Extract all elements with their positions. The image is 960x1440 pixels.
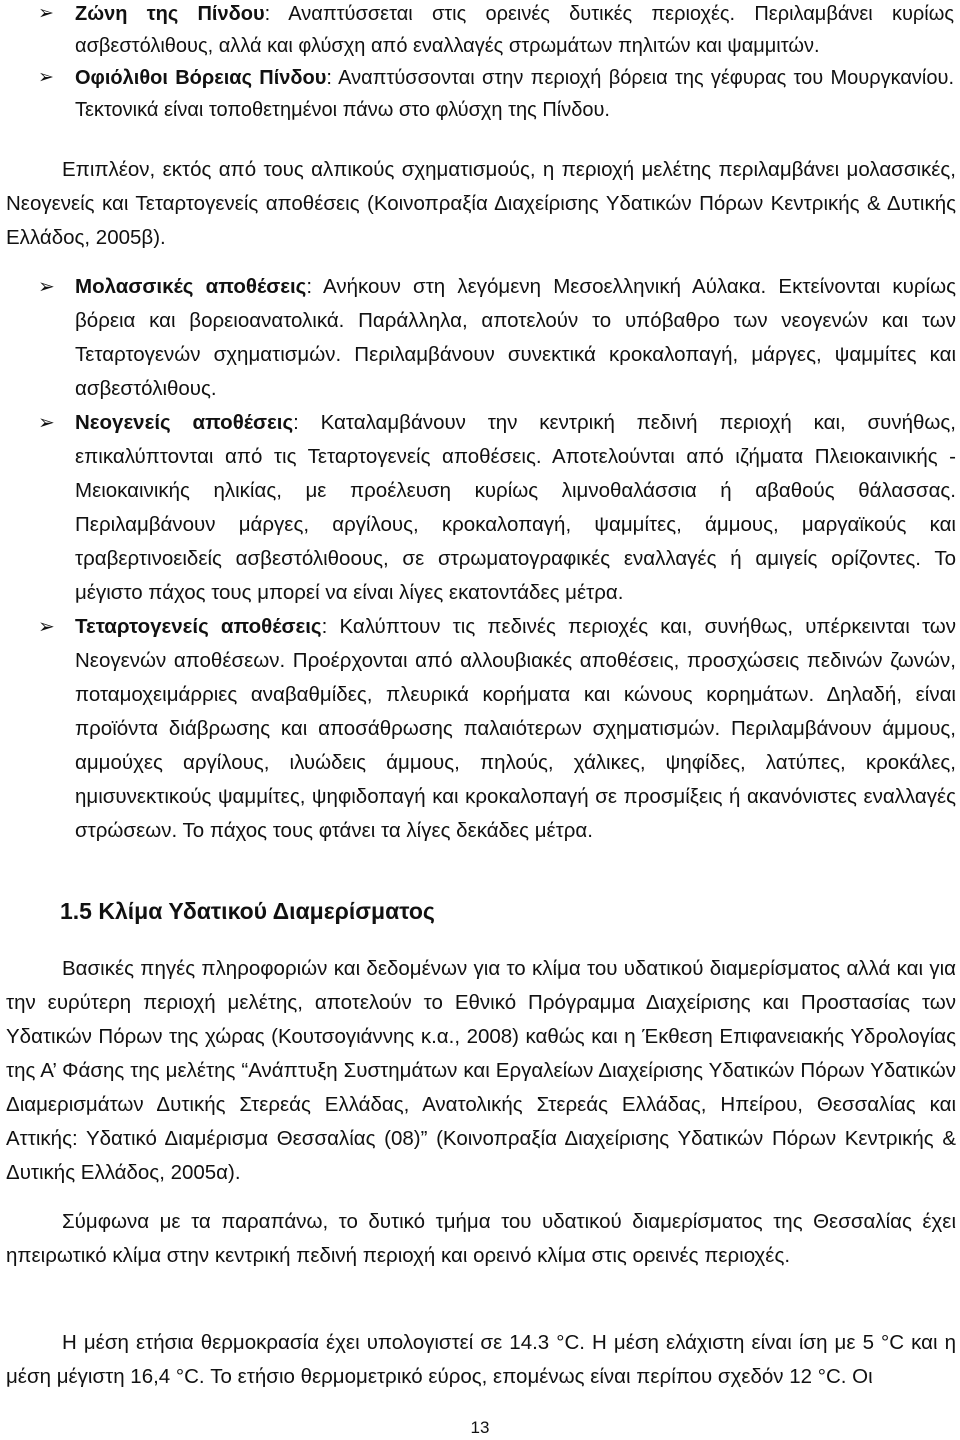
list-item-term: Μολασσικές αποθέσεις [75, 275, 307, 298]
list-item-term: Οφιόλιθοι Βόρειας Πίνδου [75, 67, 327, 89]
arrow-bullet-icon: ➢ [38, 616, 55, 638]
arrow-bullet-icon: ➢ [38, 3, 54, 24]
temperature-paragraph: Η μέση ετήσια θερμοκρασία έχει υπολογιστεί σε 14.3 °C. Η μέση ελάχιστη είναι ίση με 5 °C και η μέση μέγιστη 16,4 °C. Το ετήσιο θερμομετρικό εύρος, επομένως είναι περίπου σχεδόν 12 °C. Οι [6, 1331, 956, 1388]
list-item-text: : Αναπτύσσονται στην περιοχή βόρεια της γέφυρας του Μουργκανίου. Τεκτονικά είναι τοποθετημένοι πάνω στο φλύσχη της Πίνδου. [75, 67, 954, 121]
page-number: 13 [470, 1418, 490, 1437]
climate-summary-paragraph: Σύμφωνα με τα παραπάνω, το δυτικό τμήμα του υδατικού διαμερίσματος της Θεσσαλίας έχει ηπειρωτικό κλίμα στην κεντρική πεδινή περιοχή και ορεινό κλίμα στις ορεινές περιοχές. [6, 1210, 956, 1267]
list-item [0, 62, 960, 126]
section-heading: 1.5 Κλίμα Υδατικού Διαμερίσματος [60, 898, 435, 924]
arrow-bullet-icon: ➢ [38, 67, 54, 88]
list-item-term: Τεταρτογενείς αποθέσεις [75, 615, 322, 638]
list-item [0, 0, 960, 62]
list-item-term: Νεογενείς αποθέσεις [75, 411, 294, 434]
list-item [0, 406, 960, 610]
list-item-text: : Ανήκουν στη λεγόμενη Μεσοελληνική Αύλακα. Εκτείνονται κυρίως βόρεια και βορειοανατολικά. Παράλληλα, αποτελούν το υπόβαθρο των νεογενών και των Τεταρτογενών σχηματισμών. Περιλαμβάνουν συνεκτικά κροκαλοπαγή, μάργες, ψαμμίτες και ασβεστόλιθους. [75, 275, 956, 400]
list-item-term: Ζώνη της Πίνδου [75, 3, 265, 25]
climate-sources-paragraph: Βασικές πηγές πληροφοριών και δεδομένων για το κλίμα του υδατικού διαμερίσματος αλλά και για την ευρύτερη περιοχή μελέτης, αποτελούν το Εθνικό Πρόγραμμα Διαχείρισης και Προστασίας των Υδατικών Πόρων της χώρας (Κουτσογιάννης κ.α., 2008) καθώς και η Έκθεση Επιφανειακής Υδρολογίας της Α’ Φάσης της μελέτης “Ανάπτυξη Συστημάτων και Εργαλείων Διαχείρισης Υδατικών Πόρων Υδατικών Διαμερισμάτων Δυτικής Στερεάς Ελλάδας, Ανατολικής Στερεάς Ελλάδας, Ηπείρου, Θεσσαλίας και Αττικής: Υδατικό Διαμέρισμα Θεσσαλίας (08)” (Κοινοπραξία Διαχείρισης Υδατικών Πόρων Κεντρικής & Δυτικής Ελλάδος, 2005α). [6, 957, 956, 1184]
list-item-text: : Αναπτύσσεται στις ορεινές δυτικές περιοχές. Περιλαμβάνει κυρίως ασβεστόλιθους, αλλά και φλύσχη από εναλλαγές στρωμάτων πηλιτών και ψαμμιτών. [75, 3, 954, 57]
geology-zone-list [0, 0, 960, 128]
list-item [0, 610, 960, 848]
intro-paragraph: Επιπλέον, εκτός από τους αλπικούς σχηματισμούς, η περιοχή μελέτης περιλαμβάνει μολασσικές, Νεογενείς και Τεταρτογενείς αποθέσεις (Κοινοπραξία Διαχείρισης Υδατικών Πόρων Κεντρικής & Δυτικής Ελλάδος, 2005β). [6, 158, 956, 249]
arrow-bullet-icon: ➢ [38, 276, 55, 298]
deposits-list [0, 270, 960, 848]
list-item-text: : Καταλαμβάνουν την κεντρική πεδινή περιοχή και, συνήθως, επικαλύπτονται από τις Τεταρτογενείς αποθέσεις. Αποτελούνται από ιζήματα Πλειοκαινικής - Μειοκαινικής ηλικίας, με προέλευση κυρίως λιμνοθαλάσσια ή αβαθούς θάλασσας. Περιλαμβάνουν μάργες, αργίλους, κροκαλοπαγή, ψαμμίτες, άμμους, μαργαϊκούς και τραβερτινοειδείς ασβεστόλιθοους, σε στρωματογραφικές εναλλαγές ή αμιγείς ορίζοντες. Το μέγιστο πάχος τους μπορεί να είναι λίγες εκατοντάδες μέτρα. [75, 411, 957, 604]
list-item-text: : Καλύπτουν τις πεδινές περιοχές και, συνήθως, υπέρκεινται των Νεογενών αποθέσεων. Προέρχονται από αλλουβιακές αποθέσεις, προσχώσεις πεδινών ζωνών, ποταμοχειμάρριες αναβαθμίδες, πλευρικά κορήματα και κώνους κορημάτων. Δηλαδή, είναι προϊόντα διάβρωσης και αποσάθρωσης παλαιότερων σχηματισμών. Περιλαμβάνουν άμμους, αμμούχες αργίλους, ιλυώδεις άμμους, πηλούς, χάλικες, ψηφίδες, λατύπες, κροκάλες, ημισυνεκτικούς ψαμμίτες, ψηφιδοπαγή και κροκαλοπαγή σε προσμίξεις ή ακανόνιστες εναλλαγές στρώσεων. Το πάχος τους φτάνει τα λίγες δεκάδες μέτρα. [75, 615, 957, 842]
arrow-bullet-icon: ➢ [38, 412, 55, 434]
list-item [0, 270, 960, 406]
